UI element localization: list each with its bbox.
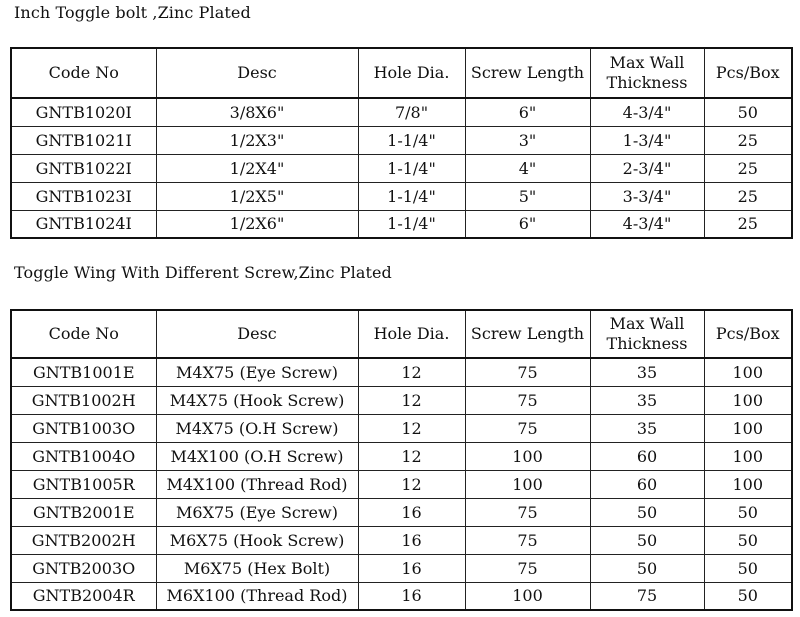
- cell-max-wall-thickness: 75: [590, 582, 704, 610]
- cell-pcs-box: 25: [704, 182, 792, 210]
- cell-desc: 1/2X3": [156, 126, 358, 154]
- table-row: [11, 182, 792, 210]
- cell-hole-dia: 16: [358, 582, 465, 610]
- cell-desc: M6X75 (Hook Screw): [156, 526, 358, 554]
- column-header-hole-dia: Hole Dia.: [358, 310, 465, 358]
- cell-code-no: GNTB2002H: [11, 526, 156, 554]
- cell-screw-length: 6": [465, 210, 590, 238]
- cell-max-wall-thickness: 4-3/4": [590, 210, 704, 238]
- cell-hole-dia: 1-1/4": [358, 182, 465, 210]
- table-row: [11, 98, 792, 126]
- cell-screw-length: 100: [465, 442, 590, 470]
- cell-max-wall-thickness: 50: [590, 526, 704, 554]
- cell-screw-length: 6": [465, 98, 590, 126]
- table-row: [11, 210, 792, 238]
- cell-pcs-box: 50: [704, 526, 792, 554]
- section-title-inch-toggle-bolt: Inch Toggle bolt ,Zinc Plated: [14, 3, 251, 22]
- cell-code-no: GNTB2001E: [11, 498, 156, 526]
- cell-hole-dia: 1-1/4": [358, 126, 465, 154]
- cell-pcs-box: 50: [704, 498, 792, 526]
- cell-hole-dia: 16: [358, 554, 465, 582]
- cell-pcs-box: 100: [704, 386, 792, 414]
- cell-hole-dia: 16: [358, 526, 465, 554]
- column-header-max-wall-thickness: Max Wall Thickness: [590, 310, 704, 358]
- column-header-code-no: Code No: [11, 310, 156, 358]
- cell-screw-length: 4": [465, 154, 590, 182]
- cell-screw-length: 75: [465, 498, 590, 526]
- cell-desc: M4X75 (O.H Screw): [156, 414, 358, 442]
- cell-hole-dia: 16: [358, 498, 465, 526]
- cell-screw-length: 75: [465, 358, 590, 386]
- column-header-screw-length: Screw Length: [465, 310, 590, 358]
- cell-pcs-box: 100: [704, 414, 792, 442]
- cell-pcs-box: 25: [704, 210, 792, 238]
- table-row: [11, 414, 792, 442]
- cell-screw-length: 75: [465, 554, 590, 582]
- cell-code-no: GNTB1023I: [11, 182, 156, 210]
- cell-pcs-box: 25: [704, 154, 792, 182]
- cell-hole-dia: 12: [358, 414, 465, 442]
- cell-screw-length: 75: [465, 414, 590, 442]
- cell-code-no: GNTB1021I: [11, 126, 156, 154]
- cell-max-wall-thickness: 50: [590, 498, 704, 526]
- cell-pcs-box: 25: [704, 126, 792, 154]
- table-row: [11, 498, 792, 526]
- cell-code-no: GNTB1005R: [11, 470, 156, 498]
- cell-max-wall-thickness: 50: [590, 554, 704, 582]
- cell-code-no: GNTB1003O: [11, 414, 156, 442]
- table-row: [11, 386, 792, 414]
- cell-desc: M4X100 (O.H Screw): [156, 442, 358, 470]
- cell-pcs-box: 50: [704, 582, 792, 610]
- table-row: [11, 470, 792, 498]
- section-title-toggle-wing: Toggle Wing With Different Screw,Zinc Plated: [14, 263, 392, 282]
- cell-code-no: GNTB1002H: [11, 386, 156, 414]
- cell-desc: 1/2X5": [156, 182, 358, 210]
- column-header-max-wall-thickness: Max Wall Thickness: [590, 48, 704, 98]
- cell-max-wall-thickness: 3-3/4": [590, 182, 704, 210]
- cell-code-no: GNTB1004O: [11, 442, 156, 470]
- inch-toggle-bolt-table: [10, 47, 793, 239]
- cell-hole-dia: 12: [358, 442, 465, 470]
- cell-max-wall-thickness: 35: [590, 386, 704, 414]
- cell-code-no: GNTB1022I: [11, 154, 156, 182]
- column-header-desc: Desc: [156, 48, 358, 98]
- cell-desc: M6X75 (Eye Screw): [156, 498, 358, 526]
- cell-pcs-box: 50: [704, 98, 792, 126]
- cell-desc: M4X75 (Hook Screw): [156, 386, 358, 414]
- cell-max-wall-thickness: 35: [590, 358, 704, 386]
- cell-desc: M4X75 (Eye Screw): [156, 358, 358, 386]
- cell-max-wall-thickness: 4-3/4": [590, 98, 704, 126]
- cell-desc: M4X100 (Thread Rod): [156, 470, 358, 498]
- table-row: [11, 358, 792, 386]
- cell-hole-dia: 1-1/4": [358, 210, 465, 238]
- column-header-desc: Desc: [156, 310, 358, 358]
- cell-hole-dia: 12: [358, 358, 465, 386]
- cell-desc: M6X100 (Thread Rod): [156, 582, 358, 610]
- column-header-code-no: Code No: [11, 48, 156, 98]
- column-header-hole-dia: Hole Dia.: [358, 48, 465, 98]
- toggle-wing-table: [10, 309, 793, 611]
- table-row: [11, 526, 792, 554]
- table-row: [11, 554, 792, 582]
- column-header-screw-length: Screw Length: [465, 48, 590, 98]
- cell-pcs-box: 100: [704, 442, 792, 470]
- cell-max-wall-thickness: 60: [590, 470, 704, 498]
- table-header-row: [11, 310, 792, 358]
- table-row: [11, 582, 792, 610]
- cell-screw-length: 100: [465, 582, 590, 610]
- cell-pcs-box: 50: [704, 554, 792, 582]
- cell-pcs-box: 100: [704, 470, 792, 498]
- cell-max-wall-thickness: 60: [590, 442, 704, 470]
- cell-hole-dia: 7/8": [358, 98, 465, 126]
- cell-max-wall-thickness: 2-3/4": [590, 154, 704, 182]
- cell-desc: 3/8X6": [156, 98, 358, 126]
- table-row: [11, 126, 792, 154]
- cell-screw-length: 100: [465, 470, 590, 498]
- cell-hole-dia: 1-1/4": [358, 154, 465, 182]
- table-header-row: [11, 48, 792, 98]
- cell-hole-dia: 12: [358, 470, 465, 498]
- cell-max-wall-thickness: 1-3/4": [590, 126, 704, 154]
- table-row: [11, 154, 792, 182]
- column-header-pcs-box: Pcs/Box: [704, 310, 792, 358]
- cell-code-no: GNTB1020I: [11, 98, 156, 126]
- cell-screw-length: 5": [465, 182, 590, 210]
- cell-hole-dia: 12: [358, 386, 465, 414]
- cell-desc: 1/2X6": [156, 210, 358, 238]
- cell-code-no: GNTB1001E: [11, 358, 156, 386]
- table-row: [11, 442, 792, 470]
- column-header-pcs-box: Pcs/Box: [704, 48, 792, 98]
- cell-screw-length: 75: [465, 386, 590, 414]
- cell-code-no: GNTB2003O: [11, 554, 156, 582]
- cell-desc: 1/2X4": [156, 154, 358, 182]
- cell-screw-length: 3": [465, 126, 590, 154]
- cell-desc: M6X75 (Hex Bolt): [156, 554, 358, 582]
- cell-max-wall-thickness: 35: [590, 414, 704, 442]
- cell-code-no: GNTB2004R: [11, 582, 156, 610]
- cell-pcs-box: 100: [704, 358, 792, 386]
- cell-code-no: GNTB1024I: [11, 210, 156, 238]
- cell-screw-length: 75: [465, 526, 590, 554]
